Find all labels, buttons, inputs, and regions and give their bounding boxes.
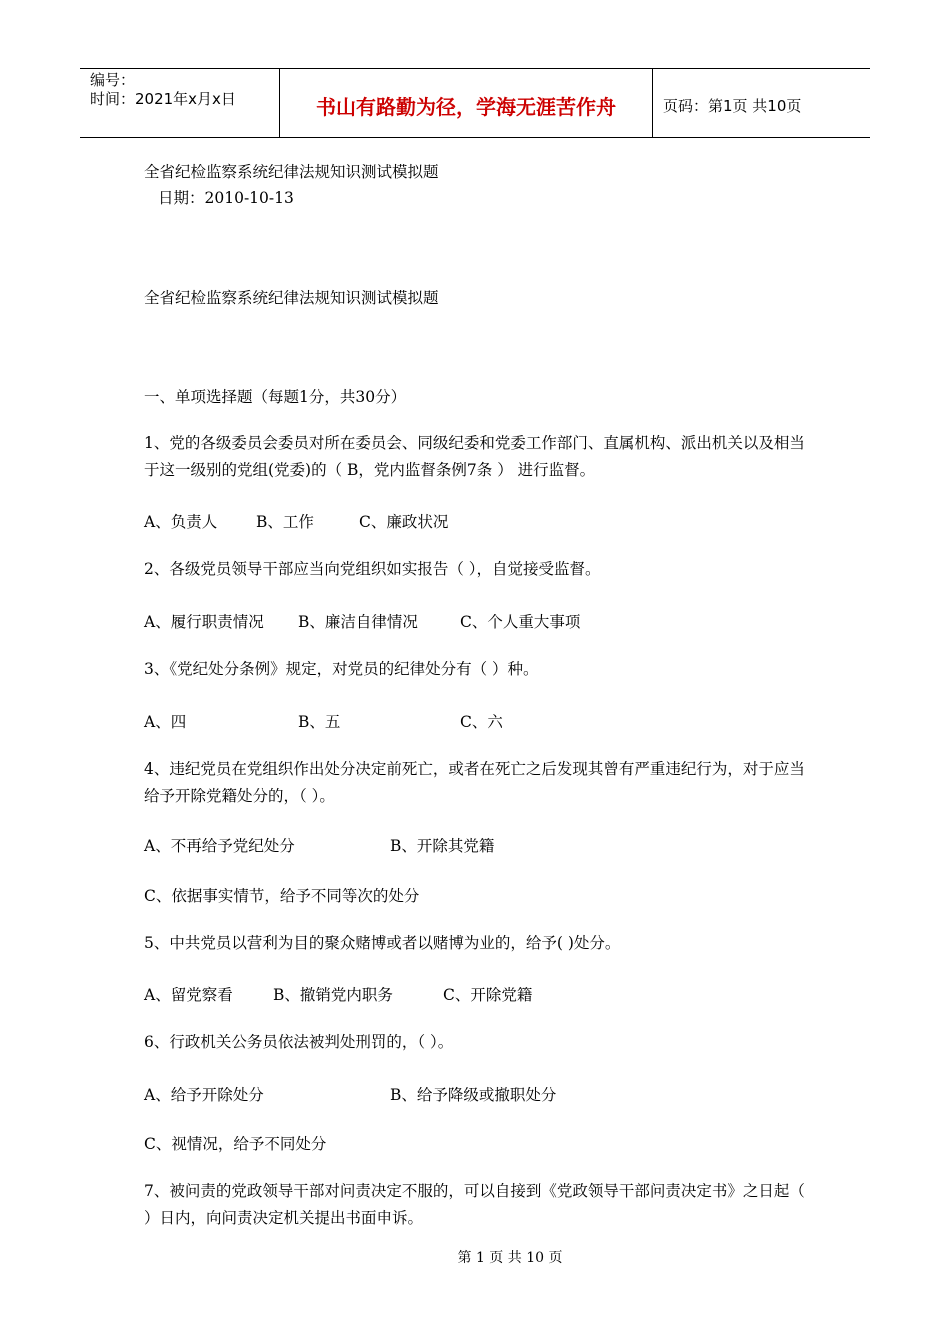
question-5: 5、中共党员以营利为目的聚众赌博或者以赌博为业的，给予( )处分。 — [144, 934, 621, 952]
q4-option-b: B、开除其党籍 — [390, 837, 495, 855]
q6-option-c: C、视情况，给予不同处分 — [144, 1135, 327, 1153]
section-heading: 一、单项选择题（每题1分，共30分） — [144, 388, 407, 406]
question-3: 3、《党纪处分条例》规定，对党员的纪律处分有（ ）种。 — [144, 660, 539, 678]
doc-title: 全省纪检监察系统纪律法规知识测试模拟题 — [144, 163, 439, 181]
doc-title-repeat: 全省纪检监察系统纪律法规知识测试模拟题 — [144, 289, 439, 307]
header-motto: 书山有路勤为径，学海无涯苦作舟 — [280, 69, 653, 137]
q2-option-c: C、个人重大事项 — [460, 613, 581, 631]
q4-option-a: A、不再给予党纪处分 — [144, 837, 295, 855]
q2-option-a: A、履行职责情况 — [144, 613, 264, 631]
question-4: 4、违纪党员在党组织作出处分决定前死亡，或者在死亡之后发现其曾有严重违纪行为，对于应当给予开除党籍处分的，（ ）。 — [144, 760, 805, 805]
q5-option-a: A、留党察看 — [144, 986, 233, 1004]
time-label: 时间：2021年x月x日 — [90, 90, 236, 108]
question-1: 1、党的各级委员会委员对所在委员会、同级纪委和党委工作部门、直属机构、派出机关以及相当于这一级别的党组(党委)的（ B，党内监督条例7条 ） 进行监督。 — [144, 434, 805, 479]
q5-option-c: C、开除党籍 — [443, 986, 533, 1004]
doc-date: 日期：2010-10-13 — [158, 189, 294, 207]
question-7: 7、被问责的党政领导干部对问责决定不服的，可以自接到《党政领导干部问责决定书》之日起（ ）日内，向问责决定机关提出书面申诉。 — [144, 1182, 805, 1227]
q1-option-c: C、廉政状况 — [359, 513, 449, 531]
q1-option-b: B、工作 — [256, 513, 314, 531]
q1-option-a: A、负责人 — [144, 513, 218, 531]
q6-option-b: B、给予降级或撤职处分 — [390, 1086, 557, 1104]
q5-option-b: B、撤销党内职务 — [273, 986, 393, 1004]
q2-option-b: B、廉洁自律情况 — [298, 613, 418, 631]
page-footer: 第 1 页 共 10 页 — [457, 1250, 563, 1266]
q3-option-c: C、六 — [460, 713, 503, 731]
serial-label: 编号： — [90, 71, 136, 89]
q6-option-a: A、给予开除处分 — [144, 1086, 264, 1104]
question-6: 6、行政机关公务员依法被判处刑罚的，（ ）。 — [144, 1033, 454, 1051]
q4-option-c: C、依据事实情节，给予不同等次的处分 — [144, 887, 420, 905]
q3-option-a: A、四 — [144, 713, 187, 731]
q3-option-b: B、五 — [298, 713, 341, 731]
header-meta — [80, 69, 280, 137]
header-page-info: 页码：第1页 共10页 — [663, 96, 802, 115]
page-header — [80, 68, 870, 138]
question-2: 2、各级党员领导干部应当向党组织如实报告（ ），自觉接受监督。 — [144, 560, 601, 578]
